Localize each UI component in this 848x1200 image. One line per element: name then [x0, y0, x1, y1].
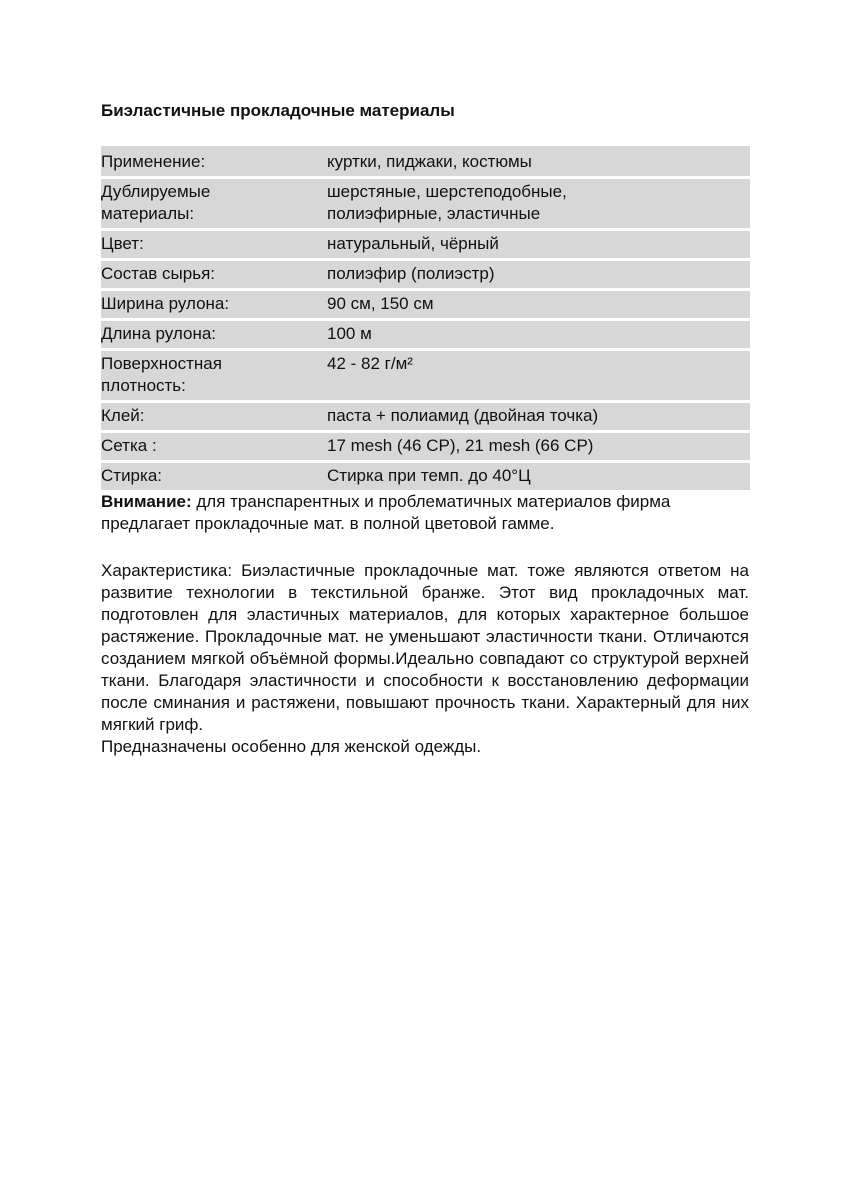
- spec-row: [101, 433, 750, 460]
- attention-label: Внимание:: [101, 492, 192, 511]
- description-closing-line: Предназначены особенно для женской одежды.: [101, 737, 482, 756]
- spec-label: Стирка:: [101, 463, 323, 490]
- spec-value: 17 mesh (46 CP), 21 mesh (66 CP): [323, 433, 750, 460]
- spec-label: Поверхностная плотность:: [101, 351, 323, 400]
- spec-label: Состав сырья:: [101, 261, 323, 288]
- spec-label: Длина рулона:: [101, 321, 323, 348]
- attention-note: [101, 491, 749, 535]
- spec-value: паста + полиамид (двойная точка): [323, 403, 750, 430]
- spec-row: [101, 291, 750, 318]
- spec-value: куртки, пиджаки, костюмы: [323, 146, 750, 176]
- attention-text: для транспарентных и проблематичных материалов фирма предлагает прокладочные мат. в полной цветовой гамме.: [101, 492, 671, 533]
- description-paragraph: Характеристика: Биэластичные прокладочные мат. тоже являются ответом на развитие технологии в текстильной бранже. Этот вид прокладочных мат. подготовлен для эластичных материалов, для которых характерное большое растяжение. Прокладочные мат. не уменьшают эластичности ткани. Отличаются созданием мягкой объёмной формы.Идеально совпадают со структурой верхней ткани. Благодаря эластичности и способности к восстановлению деформации после сминания и растяжени, повышают прочность ткани. Характерный для них мягкий гриф.: [101, 561, 749, 734]
- spec-label: Цвет:: [101, 231, 323, 258]
- document-page: [101, 100, 749, 758]
- document-title: Биэластичные прокладочные материалы: [101, 101, 455, 120]
- spec-row: [101, 321, 750, 348]
- spec-value: 42 - 82 г/м²: [323, 351, 750, 400]
- spec-label: Сетка :: [101, 433, 323, 460]
- spec-label: Дублируемые материалы:: [101, 179, 323, 228]
- spec-label: Применение:: [101, 146, 323, 176]
- spec-value: 100 м: [323, 321, 750, 348]
- spec-label: Ширина рулона:: [101, 291, 323, 318]
- spec-table: [101, 143, 750, 493]
- spec-row: [101, 146, 750, 176]
- spec-value: шерстяные, шерстеподобные, полиэфирные, эластичные: [323, 179, 750, 228]
- spec-value: Стирка при темп. до 40°Ц: [323, 463, 750, 490]
- spec-value: полиэфир (полиэстр): [323, 261, 750, 288]
- spec-value: 90 см, 150 см: [323, 291, 750, 318]
- spec-label: Клей:: [101, 403, 323, 430]
- spec-row: [101, 179, 750, 228]
- spec-row: [101, 403, 750, 430]
- spec-row: [101, 351, 750, 400]
- spec-row: [101, 261, 750, 288]
- spec-row: [101, 463, 750, 490]
- spec-row: [101, 231, 750, 258]
- spec-value: натуральный, чёрный: [323, 231, 750, 258]
